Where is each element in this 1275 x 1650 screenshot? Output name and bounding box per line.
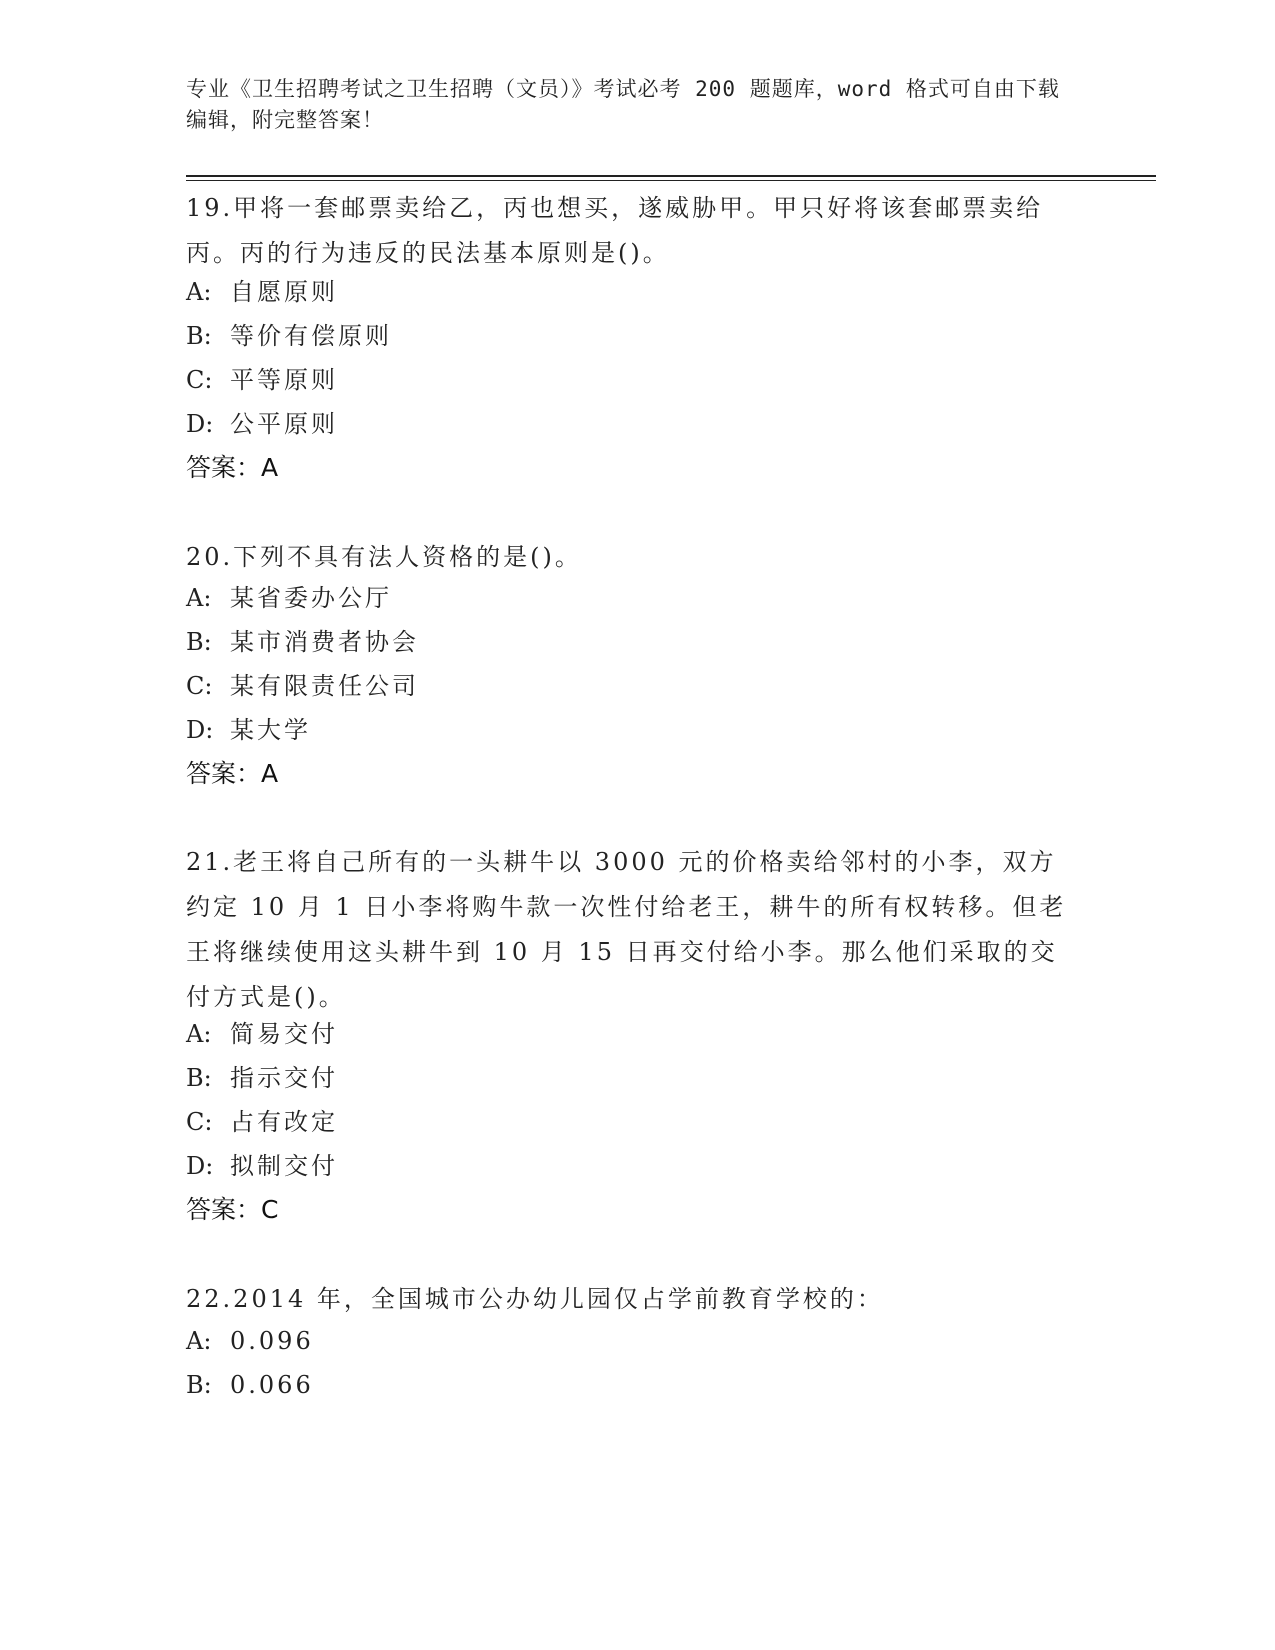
option-text: 0.096 bbox=[230, 1327, 314, 1355]
question-21-option-b bbox=[186, 1063, 338, 1093]
question-19-stem: 19.甲将一套邮票卖给乙，丙也想买，遂威胁甲。甲只好将该套邮票卖给丙。丙的行为违反的民法基本原则是()。 bbox=[186, 194, 1044, 267]
question-21-option-d bbox=[186, 1151, 338, 1181]
question-19-option-b bbox=[186, 321, 392, 351]
option-text: 自愿原则 bbox=[230, 278, 338, 306]
option-text: 公平原则 bbox=[230, 410, 338, 438]
option-text: 某省委办公厅 bbox=[230, 584, 392, 612]
question-19-option-c bbox=[186, 365, 338, 395]
option-letter: D: bbox=[186, 716, 214, 744]
option-text: 等价有偿原则 bbox=[230, 322, 392, 350]
option-letter: A: bbox=[186, 1327, 212, 1355]
header-divider-thin bbox=[186, 180, 1156, 181]
question-20-option-a bbox=[186, 583, 392, 613]
option-letter: B: bbox=[186, 628, 212, 656]
option-text: 某大学 bbox=[230, 716, 311, 744]
option-text: 某有限责任公司 bbox=[230, 672, 419, 700]
question-19-option-a bbox=[186, 277, 338, 307]
question-20-stem: 20.下列不具有法人资格的是()。 bbox=[186, 543, 582, 571]
question-19-option-d bbox=[186, 409, 338, 439]
question-22-option-a bbox=[186, 1326, 314, 1356]
option-text: 指示交付 bbox=[230, 1064, 338, 1092]
question-22-stem: 22.2014 年，全国城市公办幼儿园仅占学前教育学校的： bbox=[186, 1285, 884, 1313]
question-22-option-b bbox=[186, 1370, 314, 1400]
option-text: 0.066 bbox=[230, 1371, 314, 1399]
question-20-answer: 答案：A bbox=[186, 759, 279, 788]
option-letter: C: bbox=[186, 672, 213, 700]
question-20-option-c bbox=[186, 671, 419, 701]
option-letter: C: bbox=[186, 366, 213, 394]
option-letter: D: bbox=[186, 410, 214, 438]
option-letter: B: bbox=[186, 1371, 212, 1399]
option-text: 占有改定 bbox=[230, 1108, 338, 1136]
option-letter: C: bbox=[186, 1108, 213, 1136]
question-21-answer: 答案：C bbox=[186, 1195, 279, 1224]
option-letter: A: bbox=[186, 278, 212, 306]
option-text: 简易交付 bbox=[230, 1020, 338, 1048]
question-21-stem: 21.老王将自己所有的一头耕牛以 3000 元的价格卖给邻村的小李，双方约定 10 月 1 日小李将购牛款一次性付给老王，耕牛的所有权转移。但老王将继续使用这头耕牛到 10 月 15 日再交付给小李。那么他们采取的交付方式是()。 bbox=[186, 848, 1067, 1011]
option-letter: B: bbox=[186, 322, 212, 350]
document-header: 专业《卫生招聘考试之卫生招聘（文员）》考试必考 200 题题库，word 格式可自由下载编辑，附完整答案！ bbox=[186, 77, 1060, 132]
question-21-option-a bbox=[186, 1019, 338, 1049]
header-divider bbox=[186, 175, 1156, 177]
question-20-option-b bbox=[186, 627, 419, 657]
option-letter: D: bbox=[186, 1152, 214, 1180]
option-letter: A: bbox=[186, 1020, 212, 1048]
option-text: 平等原则 bbox=[230, 366, 338, 394]
option-text: 某市消费者协会 bbox=[230, 628, 419, 656]
option-letter: A: bbox=[186, 584, 212, 612]
question-21-option-c bbox=[186, 1107, 338, 1137]
question-20-option-d bbox=[186, 715, 311, 745]
option-letter: B: bbox=[186, 1064, 212, 1092]
option-text: 拟制交付 bbox=[230, 1152, 338, 1180]
question-19-answer: 答案：A bbox=[186, 453, 279, 482]
